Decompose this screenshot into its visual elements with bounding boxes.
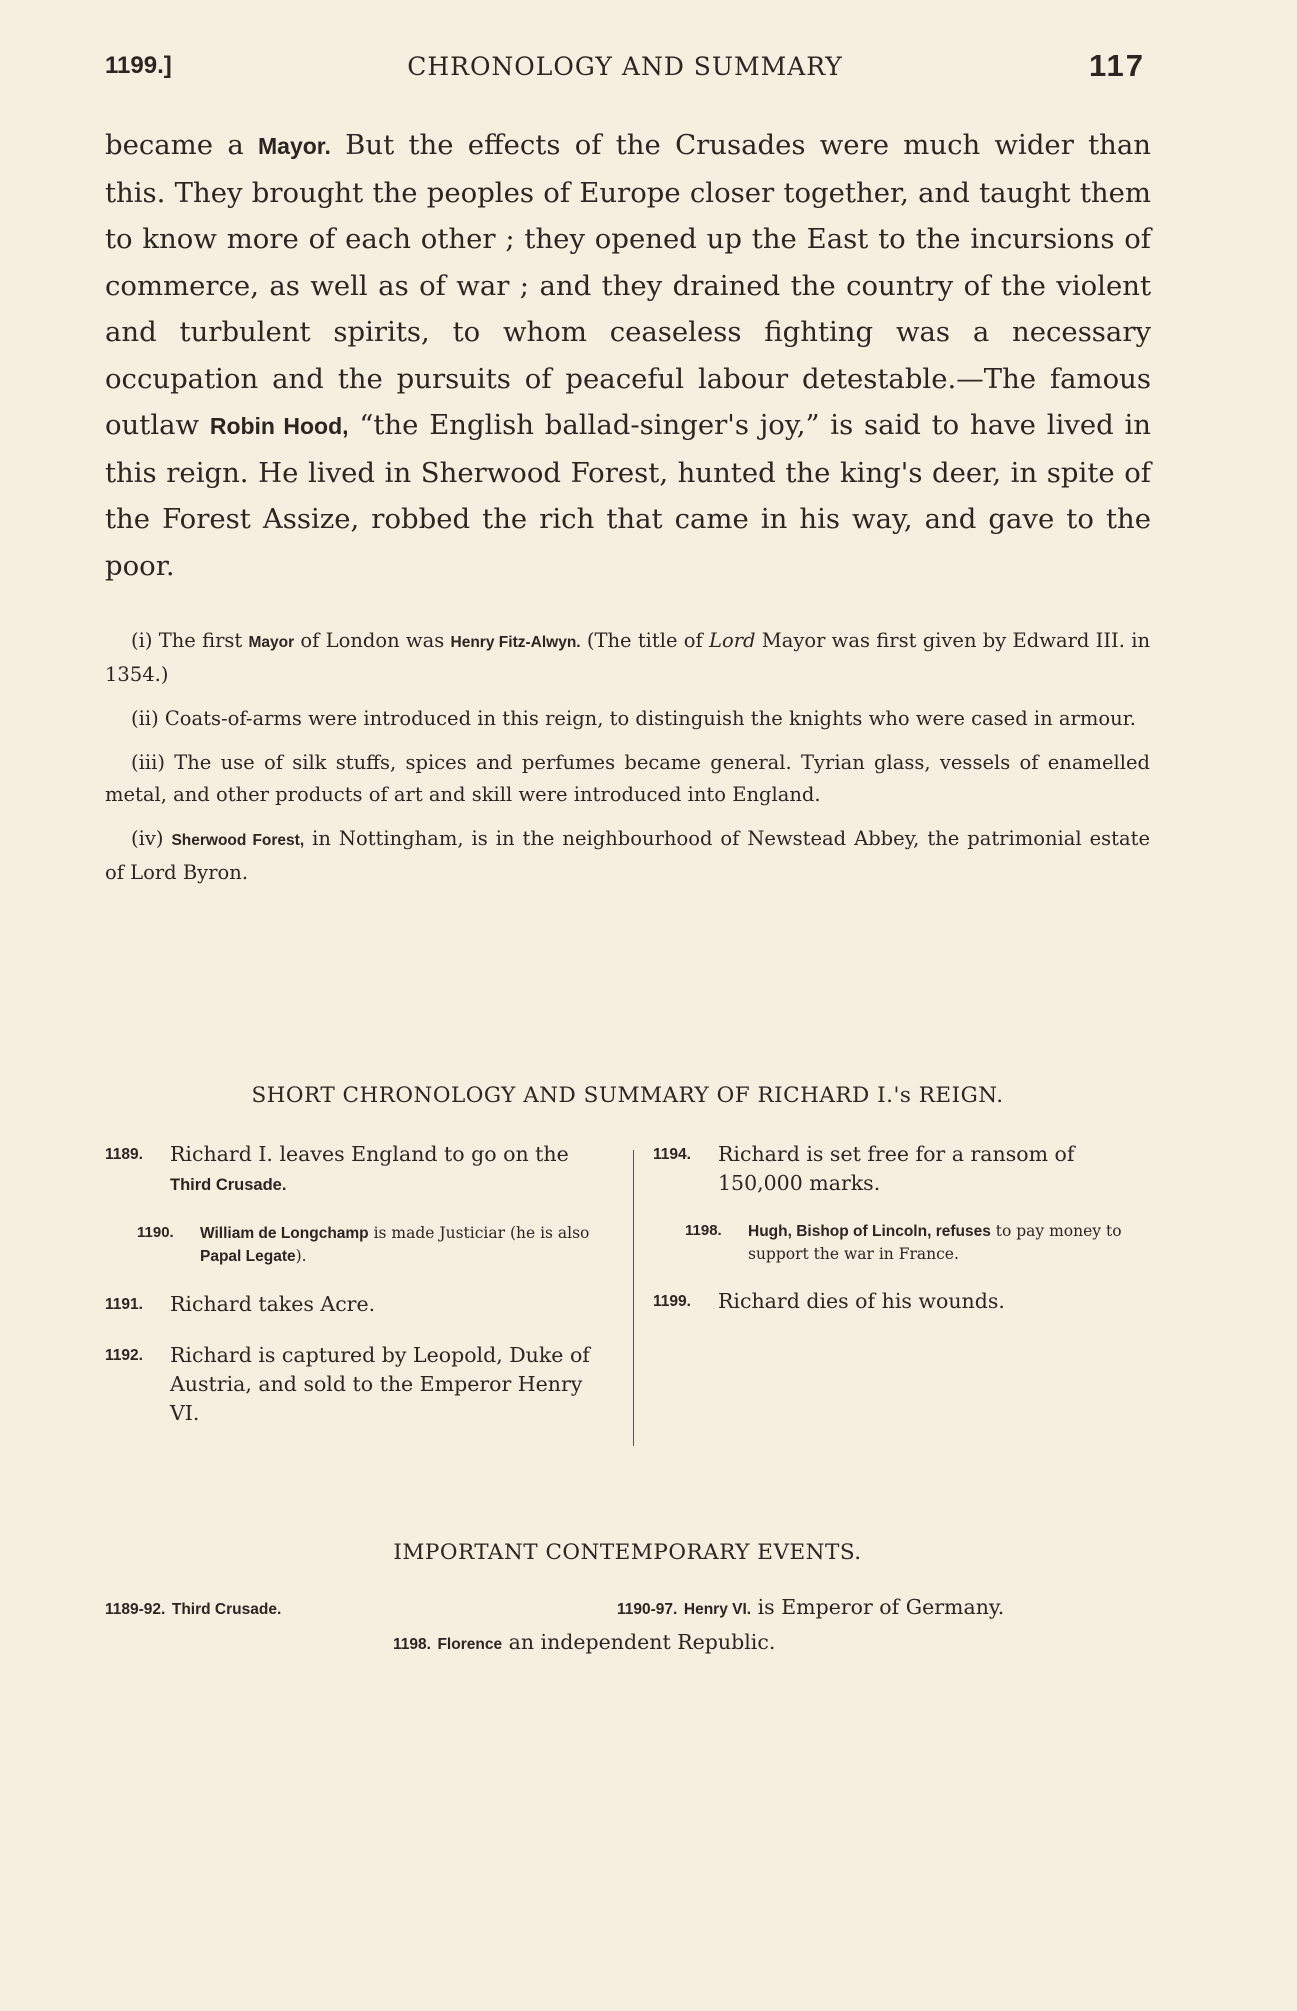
chronology-table: [105, 1140, 1165, 1450]
note-i: [105, 625, 1150, 691]
event-bold: Third Crusade.: [171, 1601, 282, 1618]
entry-text: Richard I. leaves England to go on the: [170, 1142, 569, 1166]
entry-text: is made Justiciar: [368, 1224, 510, 1242]
chronology-entry-1189: [105, 1140, 615, 1200]
note-iv-text-2: in Nottingham, is in the neighbourhood of Newstead Abbey, the patrimonial estate of Lord Byron.: [105, 827, 1150, 884]
entry-bold: Hugh, Bishop of Lincoln, refuses: [748, 1223, 991, 1240]
note-i-text-3: (The title of: [580, 629, 709, 652]
note-ii: (ii) Coats-of-arms were introduced in this reign, to distinguish the knights who were cased in armour.: [131, 707, 1137, 730]
entry-bold: William de Longchamp: [200, 1225, 369, 1242]
term-robin-hood: Robin Hood,: [209, 413, 349, 439]
main-paragraph: [105, 122, 1151, 589]
entry-text: Richard takes Acre.: [170, 1292, 376, 1316]
entry-bold: Third Crusade.: [170, 1176, 287, 1194]
chronology-entry-1190: [105, 1222, 615, 1268]
note-i-bold-2: Henry Fitz-Alwyn.: [450, 634, 581, 651]
chronology-right-column: [653, 1140, 1165, 1338]
event-1198: [393, 1630, 775, 1654]
entry-text: to pay money to support the war in France.: [748, 1222, 1122, 1263]
chronology-entry-1191: [105, 1290, 615, 1319]
entry-year: 1198.: [685, 1222, 722, 1239]
header-year-marker: 1199.]: [105, 52, 172, 79]
event-year: 1198.: [393, 1636, 431, 1653]
entry-year: 1190.: [137, 1224, 174, 1241]
event-text: an independent Republic.: [502, 1630, 776, 1654]
event-text: is Emperor of Germany.: [751, 1595, 1005, 1619]
body-text-2: But the effects of the Crusades were much wider than this. They brought the peoples of Europe closer together, and taught them to know more of each other ; they opened up the East to the incursions of commerce, as well as of war ; and they drained the country of the violent and turbulent spirits, to whom ceaseless fighting was a necessary occupation and the pursuits of peaceful labour detestable.—The famous outlaw: [105, 129, 1152, 441]
chronology-left-column: [105, 1140, 615, 1450]
event-year: 1189-92.: [105, 1601, 166, 1618]
events-title: IMPORTANT CONTEMPORARY EVENTS.: [393, 1540, 862, 1565]
entry-year: 1192.: [105, 1347, 143, 1364]
column-divider: [633, 1150, 634, 1446]
body-text-1: became a: [105, 129, 259, 161]
note-iv: [105, 823, 1150, 889]
note-iv-bold: Sherwood Forest,: [171, 832, 305, 849]
chronology-entry-1198: [653, 1220, 1165, 1265]
entry-text: Richard is set free for a ransom of 150,000 marks.: [718, 1142, 1075, 1195]
entry-bold: Papal Legate: [200, 1248, 296, 1265]
event-year: 1190-97.: [617, 1601, 678, 1618]
page-header: [105, 48, 1145, 88]
entry-text: ).: [295, 1247, 307, 1265]
note-i-italic: Lord: [709, 629, 756, 652]
note-i-text-4: Mayor was first given by Edward III. in 1354.): [105, 629, 1150, 686]
note-i-text-2: of London was: [294, 629, 451, 652]
page-number: 117: [1088, 48, 1145, 83]
entry-text: Richard is captured by Leopold, Duke of Austria, and sold to the Emperor Henry VI.: [170, 1343, 590, 1425]
chronology-entry-1192: [105, 1341, 615, 1428]
event-bold: Henry VI.: [683, 1601, 752, 1618]
entry-year: 1189.: [105, 1146, 143, 1163]
note-i-bold-1: Mayor: [248, 634, 295, 651]
term-mayor: Mayor.: [258, 133, 331, 159]
event-1190-97: [617, 1595, 1004, 1619]
entry-year: 1199.: [653, 1293, 691, 1310]
body-text-3: “the English ballad-singer's joy,” is said to have lived in this reign. He lived in Sherwood Forest, hunted the king's deer, in spite of the Forest Assize, robbed the rich that came in his way, and gave to the poor.: [105, 409, 1151, 582]
entry-text: (he is also: [509, 1224, 590, 1242]
chronology-entry-1199: [653, 1287, 1165, 1316]
event-1189-92: [105, 1595, 281, 1619]
note-iii: (iii) The use of silk stuffs, spices and perfumes became general. Tyrian glass, vessels of enamelled metal, and other products of art and skill were introduced into England.: [105, 751, 1150, 806]
chronology-title: SHORT CHRONOLOGY AND SUMMARY OF RICHARD I.'s REIGN.: [251, 1083, 1004, 1108]
entry-year: 1194.: [653, 1146, 691, 1163]
entry-year: 1191.: [105, 1296, 143, 1313]
chronology-entry-1194: [653, 1140, 1165, 1198]
running-title: CHRONOLOGY AND SUMMARY: [407, 52, 843, 81]
note-iv-text-1: (iv): [131, 827, 172, 850]
entry-text: Richard dies of his wounds.: [718, 1289, 1005, 1313]
event-bold: Florence: [437, 1636, 503, 1653]
footnotes: [105, 625, 1150, 901]
note-i-text-1: (i) The first: [131, 629, 249, 652]
